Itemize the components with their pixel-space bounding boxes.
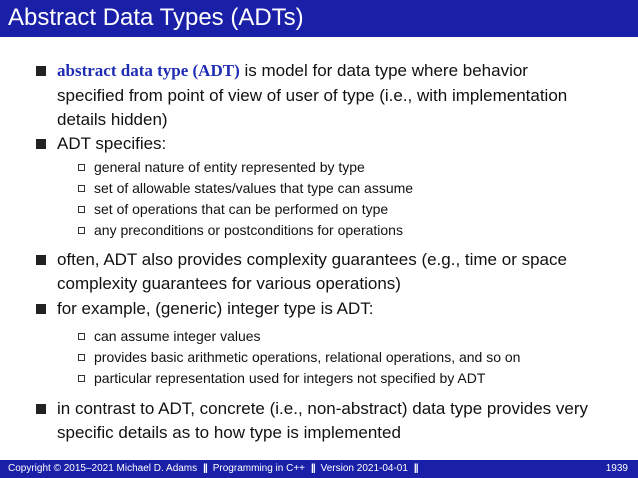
bullet-marker — [36, 404, 46, 414]
footer-separator: || — [413, 463, 418, 474]
sub-bullet-marker — [78, 227, 85, 234]
adt-term: abstract data type (ADT) — [57, 61, 240, 80]
footer-bar — [0, 460, 638, 478]
sub-bullet-marker — [78, 206, 85, 213]
sub-bullet-marker — [78, 375, 85, 382]
bullet-1-line-1: abstract data type (ADT) is model for data type where behavior — [57, 61, 528, 80]
bullet-3-line-1: often, ADT also provides complexity guarantees (e.g., time or space — [57, 250, 567, 269]
footer-copyright: Copyright © 2015–2021 Michael D. Adams — [8, 463, 198, 474]
bullet-marker — [36, 255, 46, 265]
bullet-marker — [36, 304, 46, 314]
sub-item: any preconditions or postconditions for operations — [94, 222, 403, 238]
sub-bullet-marker — [78, 164, 85, 171]
sub-item: particular representation used for integers not specified by ADT — [94, 370, 486, 386]
bullet-5-line-2: specific details as to how type is implemented — [57, 423, 401, 442]
bullet-3-line-2: complexity guarantees for various operations) — [57, 274, 401, 293]
footer-separator: || — [203, 463, 207, 474]
bullet-2-line-1: ADT specifies: — [57, 134, 167, 153]
sub-item: provides basic arithmetic operations, relational operations, and so on — [94, 349, 521, 365]
slide-title: Abstract Data Types (ADTs) — [8, 4, 304, 31]
bullet-4-line-1: for example, (generic) integer type is ADT: — [57, 299, 374, 318]
sub-bullet-marker — [78, 185, 85, 192]
footer-info — [8, 460, 424, 478]
footer-course: Programming in C++ — [212, 463, 306, 474]
bullet-1-line-2: specified from point of view of user of type (i.e., with implementation — [57, 86, 568, 105]
sub-item: set of allowable states/values that type can assume — [94, 180, 414, 196]
sub-bullet-marker — [78, 354, 85, 361]
sub-item: can assume integer values — [94, 328, 261, 344]
bullet-marker — [36, 139, 46, 149]
bullet-1-line-3: details hidden) — [57, 110, 168, 129]
bullet-marker — [36, 66, 46, 76]
bullet-5-line-1: in contrast to ADT, concrete (i.e., non-abstract) data type provides very — [57, 399, 589, 418]
sub-bullet-marker — [78, 333, 85, 340]
sub-item: set of operations that can be performed on type — [94, 201, 389, 217]
footer-version: Version 2021-04-01 — [320, 463, 408, 474]
sub-item: general nature of entity represented by type — [94, 159, 365, 175]
page-number: 1939 — [605, 463, 628, 474]
footer-separator: || — [311, 463, 315, 474]
